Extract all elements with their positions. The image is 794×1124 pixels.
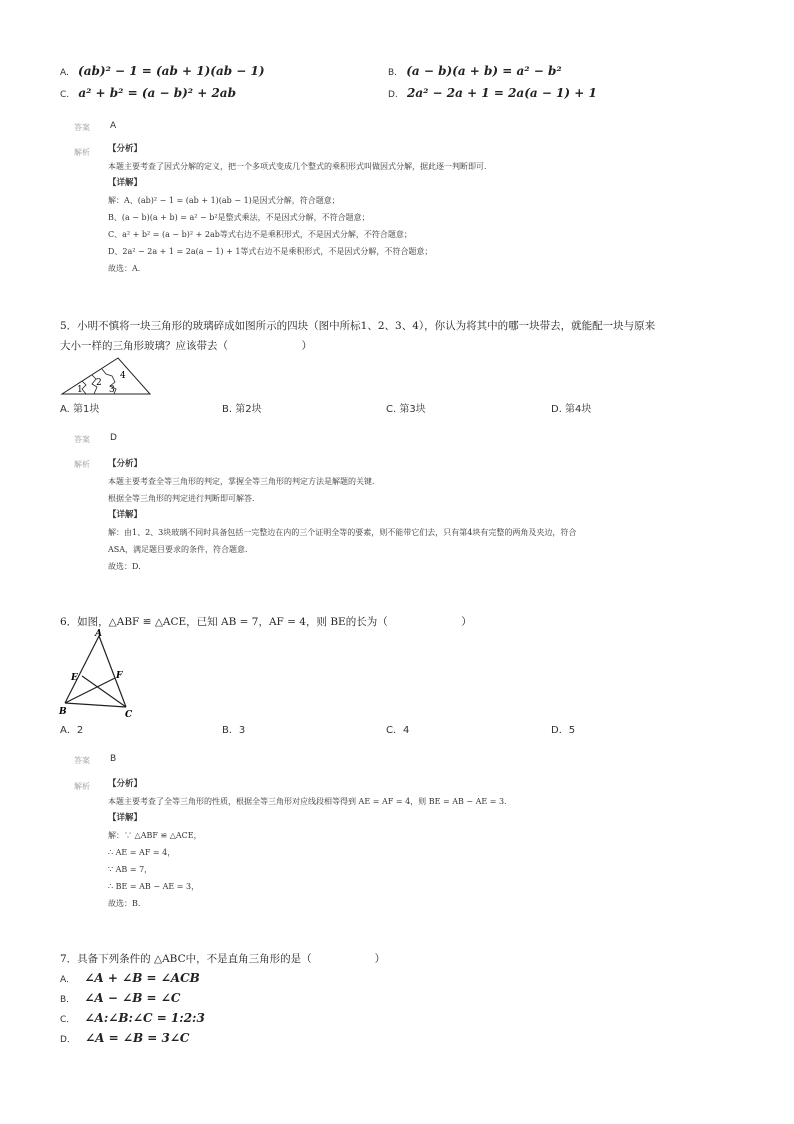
q4-explanation bbox=[108, 141, 492, 277]
q4-option-a-label: A. bbox=[60, 68, 69, 78]
q6-choice-c: C．4 bbox=[386, 725, 410, 736]
q5-fig-label-3: 3 bbox=[109, 385, 115, 395]
q7-option-d-label: D． bbox=[60, 1035, 76, 1045]
q7-option-a-label: A． bbox=[60, 975, 76, 985]
q6-detail-line: 故选：B． bbox=[108, 899, 146, 908]
q4-explain-tag: 解析 bbox=[74, 148, 90, 157]
q4-answer-tag: 答案 bbox=[74, 123, 90, 132]
q4-option-a bbox=[60, 64, 265, 78]
q7-option-b-expr: ∠A − ∠B = ∠C bbox=[84, 991, 181, 1005]
q5-fig-label-4: 4 bbox=[120, 371, 126, 381]
q6-choice-d: D．5 bbox=[551, 725, 576, 736]
q5-explain-tag: 解析 bbox=[74, 460, 90, 469]
q6-answer-value: B bbox=[110, 754, 117, 764]
q7-option-b bbox=[60, 991, 180, 1005]
q4-option-a-expr: (ab)² − 1 = (ab + 1)(ab − 1) bbox=[78, 64, 265, 78]
q7-option-a-expr: ∠A + ∠B = ∠ACB bbox=[84, 971, 200, 985]
q4-option-d-label: D. bbox=[388, 90, 398, 100]
q6-answer-tag: 答案 bbox=[74, 756, 90, 765]
q5-detail-line: ASA，满足题目要求的条件，符合题意． bbox=[108, 545, 254, 554]
q6-detail-head: 【详解】 bbox=[108, 813, 143, 823]
q4-option-b-label: B. bbox=[388, 68, 398, 78]
q4-option-c-expr: a² + b² = (a − b)² + 2ab bbox=[78, 86, 236, 100]
q5-detail-line: 故选：D． bbox=[108, 562, 147, 571]
q5-answer-value: D bbox=[110, 433, 117, 443]
q6-detail-line: ∴ AE = AF = 4， bbox=[108, 848, 176, 857]
q5-choice-b: B. 第2块 bbox=[222, 404, 262, 415]
q6-detail-line: 解：∵ △ABF ≌ △ACE， bbox=[108, 831, 202, 840]
q4-option-c-label: C. bbox=[60, 90, 70, 100]
q5-explanation bbox=[108, 456, 576, 575]
q4-option-b bbox=[388, 64, 562, 78]
q4-detail-line: C、a² + b² = (a − b)² + 2ab等式右边不是乘积形式，不是因式分解，不符合题意； bbox=[108, 230, 412, 239]
q6-fig-label-c: C bbox=[125, 710, 133, 720]
q4-option-c bbox=[60, 86, 236, 100]
q6-choice-b: B．3 bbox=[222, 725, 246, 736]
q5-stem-line2: 大小一样的三角形玻璃？应该带去（ ） bbox=[60, 340, 312, 352]
q4-answer-value: A bbox=[110, 121, 117, 131]
q5-analysis-line: 本题主要考查全等三角形的判定，掌握全等三角形的判定方法是解题的关键． bbox=[108, 477, 380, 486]
q5-choice-d: D. 第4块 bbox=[551, 404, 592, 415]
q4-detail-line: D、2a² − 2a + 1 = 2a(a − 1) + 1等式右边不是乘积形式，不是因式分解，不符合题意； bbox=[108, 247, 433, 256]
q4-detail-line: 解：A、(ab)² − 1 = (ab + 1)(ab − 1)是因式分解，符合题意； bbox=[108, 196, 340, 205]
q6-fig-label-b: B bbox=[59, 707, 67, 717]
q7-option-d-expr: ∠A = ∠B = 3∠C bbox=[85, 1031, 190, 1045]
q6-fig-label-e: E bbox=[71, 673, 78, 683]
q4-option-d-expr: 2a² − 2a + 1 = 2a(a − 1) + 1 bbox=[406, 86, 597, 100]
q5-fig-label-1: 1 bbox=[77, 385, 83, 395]
q4-analysis-text: 本题主要考查了因式分解的定义，把一个多项式变成几个整式的乘积形式叫做因式分解，据此逐一判断即可． bbox=[108, 162, 492, 171]
q6-explain-tag: 解析 bbox=[74, 782, 90, 791]
q5-fig-label-2: 2 bbox=[96, 378, 102, 388]
q6-stem: 6．如图，△ABF ≌ △ACE，已知 AB = 7，AF = 4，则 BE的长为（ ） bbox=[60, 616, 472, 628]
q5-choice-c: C. 第3块 bbox=[386, 404, 426, 415]
q6-fig-label-f: F bbox=[116, 671, 123, 681]
q6-choice-a: A．2 bbox=[60, 725, 84, 736]
q5-detail-head: 【详解】 bbox=[108, 510, 143, 520]
q4-detail-line: 故选：A． bbox=[108, 264, 146, 273]
q6-explanation bbox=[108, 776, 512, 912]
q5-choice-a: A. 第1块 bbox=[60, 404, 100, 415]
q5-analysis-head: 【分析】 bbox=[108, 459, 143, 469]
q4-analysis-head: 【分析】 bbox=[108, 144, 143, 154]
q6-detail-line: ∵ AB = 7， bbox=[108, 865, 153, 874]
q6-analysis-head: 【分析】 bbox=[108, 779, 143, 789]
q5-answer-tag: 答案 bbox=[74, 435, 90, 444]
q5-broken-triangle-figure bbox=[60, 356, 152, 398]
q5-detail-line: 解：由1、2、3块玻璃不同时具备包括一完整边在内的三个证明全等的要素，则不能带它们去，只有第4块有完整的两角及夹边，符合 bbox=[108, 528, 577, 537]
q4-option-d bbox=[388, 86, 597, 100]
q6-detail-line: ∴ BE = AB − AE = 3， bbox=[108, 882, 200, 891]
q4-detail-head: 【详解】 bbox=[108, 178, 143, 188]
q7-option-b-label: B． bbox=[60, 995, 76, 1005]
q4-option-b-expr: (a − b)(a + b) = a² − b² bbox=[406, 64, 562, 78]
q7-option-d bbox=[60, 1031, 189, 1045]
q7-option-a bbox=[60, 971, 200, 985]
q5-analysis-line: 根据全等三角形的判定进行判断即可解答． bbox=[108, 494, 260, 503]
q5-stem-line1: 5．小明不慎将一块三角形的玻璃碎成如图所示的四块（图中所标1、2、3、4），你认为将其中的哪一块带去，就能配一块与原来 bbox=[60, 320, 656, 332]
q4-detail-line: B、(a − b)(a + b) = a² − b²是整式乘法，不是因式分解，不符合题意； bbox=[108, 213, 370, 222]
q7-option-c-expr: ∠A:∠B:∠C = 1:2:3 bbox=[84, 1011, 205, 1025]
q6-triangle-figure bbox=[58, 628, 140, 720]
q7-option-c bbox=[60, 1011, 205, 1025]
q7-option-c-label: C． bbox=[60, 1015, 76, 1025]
q6-fig-label-a: A bbox=[95, 629, 102, 639]
q7-stem: 7．具备下列条件的 △ABC中，不是直角三角形的是（ ） bbox=[60, 953, 386, 965]
q6-analysis-text: 本题主要考查了全等三角形的性质，根据全等三角形对应线段相等得到 AE = AF = 4，则 BE = AB − AE = 3． bbox=[108, 797, 513, 806]
